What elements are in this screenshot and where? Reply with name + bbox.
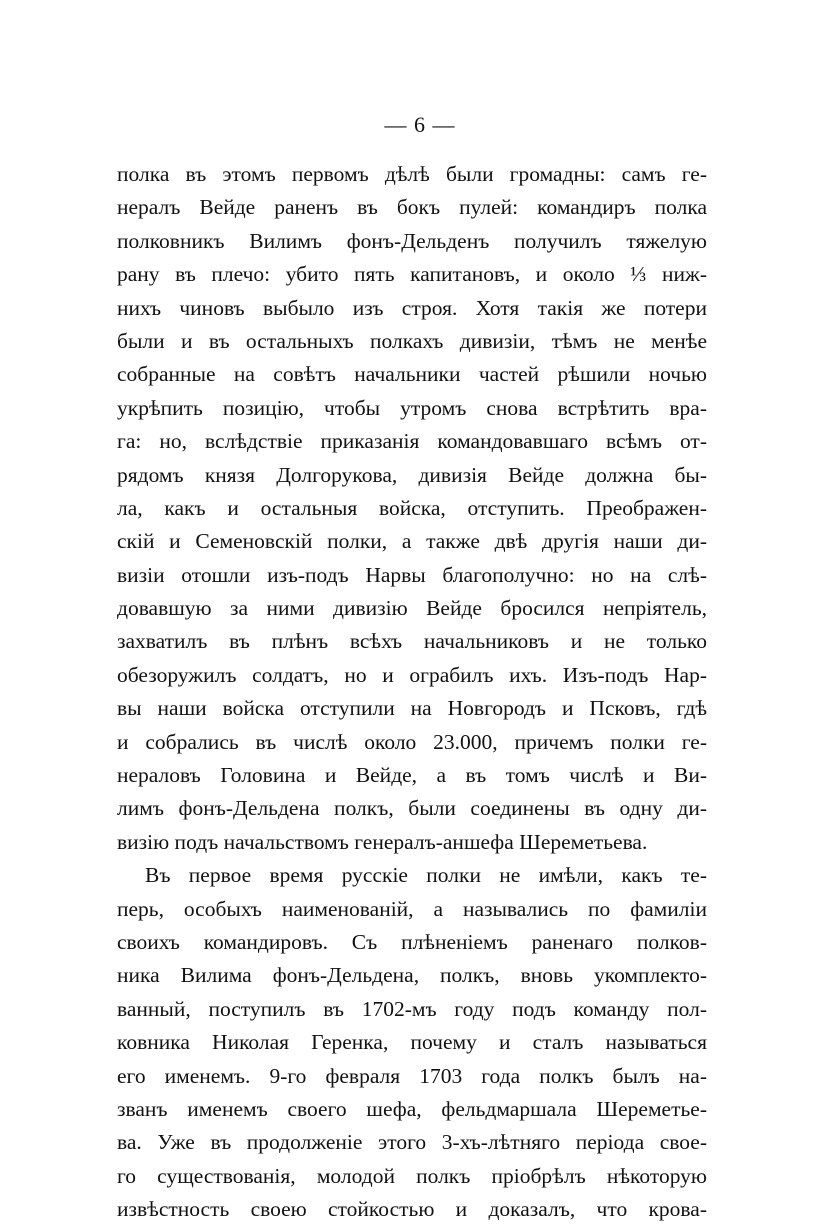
text-line: полковникъ Вилимъ фонъ-Дельденъ получилъ тяжелую <box>117 228 707 253</box>
text-line: лимъ фонъ-Дельдена полкъ, были соединены въ одну ди- <box>117 796 707 821</box>
text-line: ковника Николая Геренка, почему и сталъ называться <box>117 1030 707 1055</box>
text-line: рядомъ князя Долгорукова, дивизія Вейде должна бы- <box>117 462 707 487</box>
text-line: вы наши войска отступили на Новгородъ и Псковъ, гдѣ <box>117 696 707 721</box>
page-number: — 6 — <box>384 112 456 137</box>
text-line: га: но, вслѣдствіе приказанія командовавшаго всѣмъ от- <box>117 429 707 454</box>
text-line: обезоружилъ солдатъ, но и ограбилъ ихъ. Изъ-подъ Нар- <box>117 662 707 687</box>
text-line: его именемъ. 9-го февраля 1703 года полкъ былъ на- <box>117 1063 707 1088</box>
text-line: званъ именемъ своего шефа, фельдмаршала Шереметье- <box>117 1096 707 1121</box>
text-line: довавшую за ними дивизію Вейде бросился непріятель, <box>117 596 707 621</box>
text-line: ла, какъ и остальныя войска, отступить. Преображен- <box>117 495 707 520</box>
text-line: го существованія, молодой полкъ пріобрѣлъ нѣкоторую <box>117 1163 707 1188</box>
text-line: собранные на совѣтъ начальники частей рѣшили ночью <box>117 362 707 387</box>
text-line: были и въ остальныхъ полкахъ дивизіи, тѣмъ не менѣе <box>117 328 707 353</box>
text-line: скій и Семеновскій полки, а также двѣ другія наши ди- <box>117 529 707 554</box>
text-line: рану въ плечо: убито пять капитановъ, и около ⅓ ниж- <box>117 262 707 287</box>
text-line: перь, особыхъ наименованій, а назывались по фамиліи <box>117 896 707 921</box>
text-line: захватилъ въ плѣнъ всѣхъ начальниковъ и не только <box>117 629 707 654</box>
text-line: визіи отошли изъ-подъ Нарвы благополучно: но на слѣ- <box>117 562 707 587</box>
text-line: нихъ чиновъ выбыло изъ строя. Хотя такія же потери <box>117 295 707 320</box>
text-line: нералъ Вейде раненъ въ бокъ пулей: командиръ полка <box>117 195 707 220</box>
text-line: и собрались въ числѣ около 23.000, причемъ полки ге- <box>117 729 707 754</box>
text-line: ва. Уже въ продолженіе этого 3-хъ-лѣтняго періода свое- <box>117 1130 707 1155</box>
text-line: своихъ командировъ. Съ плѣненіемъ раненаго полков- <box>117 929 707 954</box>
text-line: Въ первое время русскіе полки не имѣли, какъ те- <box>145 863 707 888</box>
text-line: визію подъ начальствомъ генералъ-аншефа Шереметьева. <box>117 829 648 854</box>
text-line: извѣстность своею стойкостью и доказалъ, что крова- <box>117 1197 707 1222</box>
text-line: нераловъ Головина и Вейде, а въ томъ числѣ и Ви- <box>117 763 707 788</box>
text-line: полка въ этомъ первомъ дѣлѣ были громадны: самъ ге- <box>117 162 707 186</box>
body-text <box>117 158 707 1227</box>
text-line: ника Вилима фонъ-Дельдена, полкъ, вновь укомплекто- <box>117 963 707 988</box>
text-line: ванный, поступилъ въ 1702-мъ году подъ команду пол- <box>117 996 707 1021</box>
text-line: укрѣпить позицію, чтобы утромъ снова встрѣтить вра- <box>117 395 707 420</box>
